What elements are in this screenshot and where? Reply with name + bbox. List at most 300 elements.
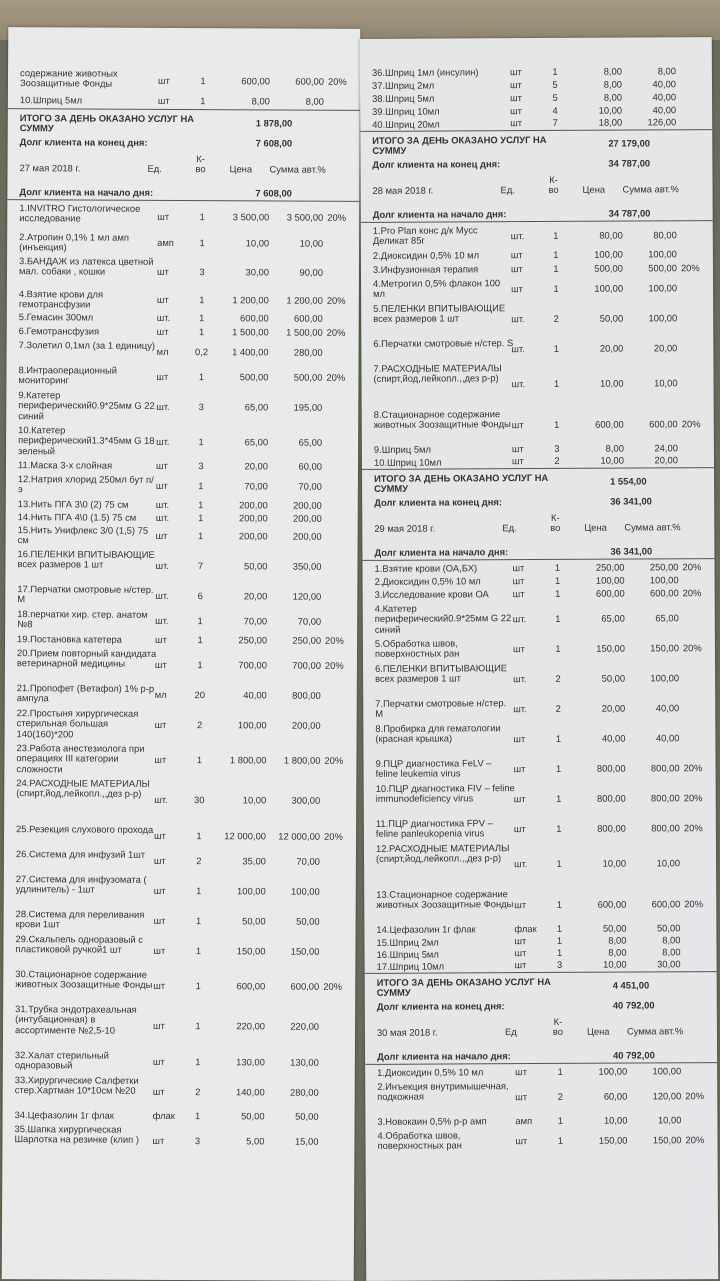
item-vat: 20%	[684, 763, 712, 773]
col-price: Цена	[584, 523, 607, 533]
item-qty: 2	[187, 1087, 209, 1097]
item-price: 8,00	[576, 936, 626, 947]
item-sum: 70,00	[274, 481, 322, 492]
item-name: 31.Трубка эндотрахеальная (интубационная) в ассортименте №2,5-10	[15, 1004, 155, 1036]
item-qty: 0,2	[191, 347, 213, 357]
item-name: 11.Маска 3-х слойная	[18, 460, 158, 471]
item-unit: шт.	[512, 379, 542, 389]
item-price: 8,00	[577, 948, 627, 959]
item-sum: 100,00	[631, 673, 679, 684]
item-sum: 40,00	[631, 733, 679, 744]
item-sum: 200,00	[274, 500, 322, 511]
table-row	[2, 1123, 354, 1160]
item-qty: 1	[548, 794, 570, 804]
item-unit: амп	[515, 1116, 545, 1126]
item-price: 600,00	[215, 981, 265, 992]
table-row	[361, 301, 713, 338]
table-row	[363, 636, 715, 663]
item-qty: 3	[549, 960, 571, 970]
item-name: 3.Новокаин 0,5% р-р амп	[377, 1116, 517, 1127]
table-row	[361, 336, 713, 363]
item-qty: 2	[547, 674, 569, 684]
item-unit: шт	[154, 856, 184, 866]
item-price: 800,00	[576, 794, 626, 805]
col-price: Цена	[587, 1027, 610, 1037]
item-qty: 1	[187, 1111, 209, 1121]
item-qty: 2	[189, 720, 211, 730]
item-sum: 20,00	[630, 455, 678, 466]
day-total-row	[360, 132, 712, 158]
item-price: 60,00	[577, 1092, 627, 1103]
table-row	[364, 816, 716, 843]
item-name: 23.Работа анестезиолога при операциях III категории сложности	[16, 743, 156, 775]
item-unit: шт	[510, 67, 540, 77]
item-name: 17.Шприц 10мл	[377, 961, 517, 972]
item-sum: 10,00	[630, 378, 678, 389]
item-price: 250,00	[574, 563, 624, 574]
item-qty: 1	[192, 96, 214, 106]
item-name: содержание животных Зоозащитные Фонды	[20, 68, 160, 89]
item-sum: 1 200,00	[275, 295, 323, 306]
item-qty: 1	[190, 500, 212, 510]
item-qty: 1	[545, 264, 567, 274]
table-row	[4, 823, 356, 850]
item-price: 10,00	[576, 859, 626, 870]
item-sum: 65,00	[274, 437, 322, 448]
item-unit: шт	[155, 720, 185, 730]
item-price: 50,00	[576, 924, 626, 935]
table-row	[4, 742, 356, 779]
debt-end-row	[8, 135, 360, 153]
item-qty: 1	[548, 924, 570, 934]
item-unit: шт.	[511, 314, 541, 324]
item-unit: шт	[156, 531, 186, 541]
item-unit: шт	[156, 481, 186, 491]
item-vat: 20%	[684, 793, 712, 803]
item-vat: 20%	[685, 1135, 713, 1145]
item-price: 600,00	[219, 313, 269, 324]
item-price: 5,00	[214, 1136, 264, 1147]
item-name: 9.ПЦР диагностика FeLV – feline leukemia virus	[376, 758, 516, 779]
col-price: Цена	[583, 185, 606, 195]
item-qty: 1	[545, 344, 567, 354]
invoice-page-right	[360, 37, 718, 1281]
item-name: 32.Халат стерильный одноразовый	[15, 1050, 155, 1071]
item-price: 200,00	[218, 531, 268, 542]
item-unit: шт	[511, 250, 541, 260]
item-price: 100,00	[573, 284, 623, 295]
item-unit: шт	[153, 946, 183, 956]
item-name: 2.Диоксидин 0,5% 10 мл	[373, 250, 513, 261]
item-price: 70,00	[218, 481, 268, 492]
item-name: 18.перчатки хир. стер. анатом №8	[17, 609, 157, 630]
item-name: 15.Шприц 2мл	[376, 937, 516, 948]
item-sum: 90,00	[275, 267, 323, 278]
item-name: 9.Шприц 5мл	[374, 444, 514, 455]
col-price: Цена	[230, 164, 253, 174]
item-price: 35,00	[216, 856, 266, 867]
debt-start-label: Долг клиента на начало дня:	[374, 547, 508, 558]
item-sum: 100,00	[272, 886, 320, 897]
item-price: 1 400,00	[219, 347, 269, 358]
item-sum: 10,00	[275, 238, 323, 249]
item-name: 7.Перчатки смотровые н/стер. М	[375, 698, 515, 719]
item-sum: 800,00	[632, 823, 680, 834]
item-unit: шт	[154, 831, 184, 841]
item-qty: 1	[545, 250, 567, 260]
table-row	[7, 288, 359, 313]
debt-start-value: 40 792,00	[613, 1050, 655, 1061]
item-sum: 100,00	[629, 283, 677, 294]
item-price: 1 200,00	[219, 295, 269, 306]
item-qty: 30	[188, 795, 210, 805]
item-price: 200,00	[218, 513, 268, 524]
item-qty: 1	[548, 824, 570, 834]
item-vat: 20%	[327, 213, 355, 223]
item-qty: 1	[546, 379, 568, 389]
item-unit: флак	[153, 1111, 183, 1121]
item-sum: 24,00	[630, 443, 678, 454]
item-name: 6.Гемотрансфузия	[19, 326, 159, 337]
col-unit: Ед	[505, 1027, 517, 1037]
item-qty: 1	[188, 755, 210, 765]
item-sum: 250,00	[273, 635, 321, 646]
item-name: 20.Прием повторный кандидата ветеринарной медицины	[17, 648, 157, 669]
invoice-page-left	[2, 27, 361, 1281]
item-qty: 20	[189, 690, 211, 700]
item-vat: 20%	[327, 296, 355, 306]
item-vat: 20%	[685, 1091, 713, 1101]
item-name: 30.Стационарное содержание животных Зоозащитные Фонды	[15, 969, 155, 990]
item-name: 40.Шприц 20мл	[372, 119, 512, 130]
item-sum: 126,00	[628, 117, 676, 128]
item-name: 12.РАСХОДНЫЕ МАТЕРИАЛЫ (спирт,йод,лейкопл.,,дез р-р)	[376, 843, 516, 864]
item-qty: 1	[547, 589, 569, 599]
item-unit: шт	[514, 936, 544, 946]
table-row	[361, 361, 713, 409]
table-row	[363, 696, 715, 723]
col-sum: Сумма авт.%	[270, 164, 326, 175]
table-row	[6, 389, 358, 426]
item-sum: 70,00	[273, 616, 321, 627]
item-qty: 1	[190, 531, 212, 541]
item-qty: 1	[549, 1067, 571, 1077]
table-row	[5, 707, 357, 744]
item-unit: шт	[515, 948, 545, 958]
item-name: 26.Система для инфузий 1шт	[16, 849, 156, 860]
item-sum: 10,00	[632, 858, 680, 869]
table-row	[364, 781, 716, 818]
item-price: 150,00	[575, 644, 625, 655]
item-unit: шт.	[511, 231, 541, 241]
item-qty: 1	[546, 420, 568, 430]
item-price: 50,00	[217, 561, 267, 572]
item-price: 100,00	[577, 1067, 627, 1078]
item-price: 10,00	[219, 238, 269, 249]
item-unit: шт	[514, 900, 544, 910]
item-name: 9.Катетер периферический0.9*25мм G 22 синий	[18, 390, 158, 422]
item-name: 13.Нить ПГА 3\0 (2) 75 см	[18, 499, 158, 510]
debt-end-value: 34 787,00	[608, 158, 650, 169]
item-price: 130,00	[215, 1057, 265, 1068]
item-sum: 20,00	[629, 343, 677, 354]
item-name: 8.Пробирка для гематологии (красная крышка)	[375, 723, 515, 744]
item-name: 39.Шприц 10мл	[372, 106, 512, 117]
table-row	[3, 1003, 355, 1051]
item-price: 50,00	[216, 916, 266, 927]
item-unit: шт.	[154, 795, 184, 805]
item-unit: шт	[155, 660, 185, 670]
item-name: 10.Катетер периферический1.3*45мм G 18 зеленый	[18, 425, 158, 457]
item-price: 8,00	[220, 96, 270, 107]
col-sum: Сумма авт.%	[623, 184, 679, 195]
item-price: 10,00	[577, 960, 627, 971]
total-value: 27 179,00	[608, 138, 650, 149]
item-unit: шт	[154, 755, 184, 765]
item-name: 6.ПЕЛЕНКИ ВПИТЫВАЮЩИЕ всех размеров 1 шт	[375, 663, 515, 684]
table-row	[364, 841, 716, 889]
debt-end-row	[362, 494, 714, 512]
item-name: 16.ПЕЛЕНКИ ВПИТЫВАЮЩИЕ всех размеров 1 шт	[17, 549, 157, 570]
item-price: 100,00	[217, 720, 267, 731]
item-name: 7.Золетил 0,1мл (за 1 единицу)	[19, 340, 159, 351]
debt-end-label: Долг клиента на конец дня:	[372, 159, 500, 170]
item-qty: 1	[545, 231, 567, 241]
item-sum: 280,00	[275, 347, 323, 358]
item-price: 30,00	[219, 267, 269, 278]
debt-end-label: Долг клиента на конец дня:	[377, 1001, 505, 1012]
item-unit: мл	[155, 690, 185, 700]
item-unit: шт	[515, 1136, 545, 1146]
table-row	[361, 276, 713, 303]
table-row	[365, 1079, 717, 1116]
item-qty: 3	[186, 1136, 208, 1146]
item-unit: шт	[514, 824, 544, 834]
day-date: 29 мая 2018 г.	[374, 524, 435, 535]
item-vat: 20%	[684, 899, 712, 909]
item-unit: шт	[155, 635, 185, 645]
item-vat: 20%	[684, 823, 712, 833]
item-unit: шт.	[156, 402, 186, 412]
item-unit: шт	[153, 1021, 183, 1031]
item-qty: 1	[191, 327, 213, 337]
item-name: 15.Нить Унифлекс 3/0 (1,5) 75 см	[18, 525, 158, 546]
item-price: 100,00	[573, 250, 623, 261]
item-qty: 2	[547, 704, 569, 714]
table-row	[3, 1074, 355, 1111]
item-vat: 20%	[328, 77, 356, 87]
item-unit: шт.	[513, 674, 543, 684]
item-qty: 2	[545, 314, 567, 324]
item-price: 8,00	[574, 444, 624, 455]
item-qty: 1	[187, 1057, 209, 1067]
item-price: 200,00	[218, 500, 268, 511]
table-row	[5, 682, 357, 709]
item-sum: 600,00	[632, 899, 680, 910]
item-sum: 200,00	[274, 531, 322, 542]
debt-start-label: Долг клиента на начало дня:	[377, 1051, 511, 1062]
item-name: 2.Диоксидин 0,5% 10 мл	[375, 576, 515, 587]
item-name: 2.Атропин 0,1% 1 мл амп (инъекция)	[19, 232, 159, 253]
item-sum: 200,00	[273, 720, 321, 731]
item-sum: 100,00	[633, 1066, 681, 1077]
item-price: 8,00	[572, 93, 622, 104]
item-price: 12 000,00	[216, 831, 266, 842]
item-sum: 8,00	[628, 66, 676, 77]
item-unit: шт	[154, 886, 184, 896]
col-qty: К-во	[549, 1017, 567, 1038]
item-qty: 1	[548, 764, 570, 774]
item-unit: шт	[511, 284, 541, 294]
item-qty: 1	[189, 616, 211, 626]
item-sum: 130,00	[271, 1057, 319, 1068]
item-vat: 20%	[682, 562, 710, 572]
item-price: 10,00	[577, 1116, 627, 1127]
item-sum: 12 000,00	[272, 831, 320, 842]
item-sum: 8,00	[633, 947, 681, 958]
item-name: 13.Стационарное содержание животных Зоозащитные Фонды	[376, 889, 516, 910]
item-sum: 80,00	[629, 230, 677, 241]
item-price: 600,00	[220, 76, 270, 87]
item-vat: 20%	[326, 373, 354, 383]
item-sum: 1 500,00	[275, 327, 323, 338]
item-qty: 1	[190, 437, 212, 447]
item-name: 2.Инъекция внутримышечная, подкожная	[377, 1081, 517, 1102]
item-name: 24.РАСХОДНЫЕ МАТЕРИАЛЫ (спирт,йод,лейкопл.,,дез р-р)	[16, 778, 156, 799]
item-sum: 40,00	[628, 79, 676, 90]
item-name: 8.Интраоперационный мониторинг	[18, 365, 158, 386]
item-qty: 5	[544, 80, 566, 90]
item-qty: 1	[192, 76, 214, 86]
item-price: 20,00	[217, 591, 267, 602]
table-row	[6, 364, 358, 391]
item-qty: 1	[190, 372, 212, 382]
item-sum: 8,00	[632, 935, 680, 946]
item-sum: 200,00	[274, 513, 322, 524]
item-name: 33.Хирургические Салфетки стер.Хартман 10*10см №20	[15, 1075, 155, 1096]
item-vat: 20%	[324, 832, 352, 842]
table-row	[6, 424, 358, 461]
item-qty: 5	[544, 93, 566, 103]
item-unit: шт	[153, 981, 183, 991]
debt-end-row	[360, 156, 712, 174]
item-sum: 800,00	[273, 690, 321, 701]
item-vat: 20%	[323, 982, 351, 992]
item-name: 16.Шприц 5мл	[377, 949, 517, 960]
item-unit: шт.	[156, 500, 186, 510]
col-unit: Ед.	[148, 164, 162, 174]
item-name: 7.РАСХОДНЫЕ МАТЕРИАЛЫ (спирт,йод,лейкопл.,,дез р-р)	[373, 363, 513, 384]
item-unit: шт	[156, 372, 186, 382]
item-price: 18,00	[572, 118, 622, 129]
item-vat: 20%	[325, 636, 353, 646]
col-unit: Ед.	[501, 185, 515, 195]
day-header	[360, 172, 712, 208]
table-row	[6, 524, 358, 550]
item-sum: 100,00	[629, 313, 677, 324]
item-price: 250,00	[217, 635, 267, 646]
item-qty: 1	[188, 831, 210, 841]
item-price: 50,00	[575, 674, 625, 685]
item-unit: шт.	[514, 859, 544, 869]
debt-end-row	[365, 998, 717, 1016]
item-price: 50,00	[215, 1111, 265, 1122]
item-sum: 1 800,00	[272, 755, 320, 766]
total-value: 1 878,00	[256, 118, 293, 128]
item-name: 11.ПЦР диагностика FPV – feline panleukopenia virus	[376, 818, 516, 839]
table-row	[5, 647, 357, 684]
item-qty: 1	[546, 563, 568, 573]
item-qty: 1	[189, 660, 211, 670]
item-name: 4.Метрогил 0,5% флакон 100 мл	[373, 278, 513, 299]
item-price: 70,00	[217, 616, 267, 627]
item-sum: 300,00	[272, 795, 320, 806]
item-sum: 40,00	[628, 92, 676, 103]
item-sum: 600,00	[630, 419, 678, 430]
table-row	[4, 777, 356, 825]
day-header	[365, 1014, 717, 1050]
item-sum: 40,00	[631, 703, 679, 714]
item-unit: амп	[157, 238, 187, 248]
total-label: ИТОГО ЗА ДЕНЬ ОКАЗАНО УСЛУГ НА СУММУ	[372, 135, 572, 157]
table-row	[361, 223, 713, 250]
item-price: 40,00	[217, 690, 267, 701]
item-unit: шт	[512, 456, 542, 466]
item-sum: 150,00	[271, 946, 319, 957]
total-label: ИТОГО ЗА ДЕНЬ ОКАЗАНО УСЛУГ НА СУММУ	[374, 473, 574, 495]
col-unit: Ед.	[502, 523, 516, 533]
item-price: 1 800,00	[216, 755, 266, 766]
item-unit: шт.	[155, 561, 185, 571]
item-sum: 250,00	[630, 562, 678, 573]
item-vat: 20%	[682, 419, 710, 429]
item-sum: 100,00	[631, 575, 679, 586]
item-vat: 20%	[325, 661, 353, 671]
item-vat: 20%	[681, 263, 709, 273]
item-qty: 2	[188, 856, 210, 866]
item-sum: 8,00	[276, 96, 324, 107]
item-qty: 7	[189, 561, 211, 571]
col-sum: Сумма авт.%	[624, 522, 680, 533]
table-row	[363, 721, 715, 758]
item-sum: 150,00	[631, 643, 679, 654]
item-unit: шт	[515, 960, 545, 970]
item-qty: 2	[549, 1092, 571, 1102]
table-row	[5, 608, 357, 635]
item-qty: 3	[190, 402, 212, 412]
item-name: 1.Диоксидин 0,5% 10 мл	[377, 1067, 517, 1078]
item-qty: 2	[546, 456, 568, 466]
item-sum: 700,00	[273, 660, 321, 671]
item-unit: шт	[511, 264, 541, 274]
item-unit: шт	[157, 267, 187, 277]
table-row	[363, 601, 715, 638]
item-unit: шт	[512, 444, 542, 454]
table-row	[4, 848, 356, 875]
item-vat: 20%	[327, 328, 355, 338]
item-name: 3.Исследование крови ОА	[375, 589, 515, 600]
item-price: 600,00	[576, 900, 626, 911]
item-name: 6.Перчатки смотровые н/стер. S	[373, 338, 513, 349]
item-sum: 100,00	[629, 249, 677, 260]
table-row	[7, 231, 359, 257]
debt-start-label: Долг клиента на начало дня:	[19, 187, 153, 198]
debt-end-value: 36 341,00	[610, 496, 652, 507]
item-price: 50,00	[573, 314, 623, 325]
item-qty: 7	[544, 118, 566, 128]
item-price: 100,00	[216, 886, 266, 897]
item-qty: 1	[191, 238, 213, 248]
